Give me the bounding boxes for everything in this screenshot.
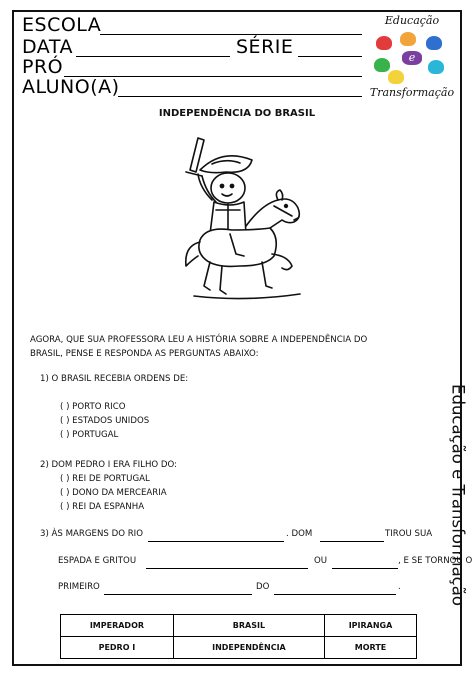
- q3-text-3: TIROU SUA: [385, 529, 433, 539]
- page-title: INDEPENDÊNCIA DO BRASIL: [158, 108, 316, 119]
- q2-option-1[interactable]: ( ) REI DE PORTUGAL: [60, 474, 150, 484]
- q3-blank-1[interactable]: [148, 541, 284, 542]
- q3-text-9: .: [398, 582, 401, 592]
- q3-text-5: OU: [314, 556, 328, 566]
- school-field[interactable]: [100, 34, 362, 35]
- student-field[interactable]: [118, 96, 362, 97]
- cyan-hand-icon: [428, 60, 444, 74]
- q3-blank-4[interactable]: [332, 568, 398, 569]
- q3-text-7: PRIMEIRO: [58, 582, 100, 592]
- word-bank-cell: PEDRO I: [61, 637, 174, 659]
- grade-label: SÉRIE: [236, 36, 294, 58]
- q3-blank-5[interactable]: [104, 594, 252, 595]
- date-label: DATA: [22, 36, 73, 58]
- word-bank-cell: INDEPENDÊNCIA: [173, 637, 324, 659]
- word-bank-cell: MORTE: [325, 637, 417, 659]
- word-bank-cell: IMPERADOR: [61, 615, 174, 637]
- orange-hand-icon: [400, 32, 416, 46]
- word-bank-table: [60, 614, 417, 659]
- grade-field[interactable]: [298, 56, 362, 57]
- green-hand-icon: [374, 58, 390, 72]
- school-label: ESCOLA: [22, 14, 102, 36]
- question-1-prompt: 1) O BRASIL RECEBIA ORDENS DE:: [40, 374, 189, 384]
- logo-top-text: Educação: [384, 14, 440, 27]
- q2-option-2[interactable]: ( ) DONO DA MERCEARIA: [60, 488, 167, 498]
- q3-blank-3[interactable]: [146, 568, 308, 569]
- q3-text-2: . DOM: [286, 529, 313, 539]
- student-label: ALUNO(A): [22, 76, 120, 98]
- question-2-prompt: 2) DOM PEDRO I ERA FILHO DO:: [40, 460, 178, 470]
- q1-option-2[interactable]: ( ) ESTADOS UNIDOS: [60, 416, 150, 426]
- word-bank-cell: BRASIL: [173, 615, 324, 637]
- logo-middle-text: e: [402, 51, 422, 65]
- red-hand-icon: [376, 36, 392, 50]
- q3-text-4: ESPADA E GRITOU: [58, 556, 137, 566]
- side-watermark-text: Educação e Transformação: [448, 384, 468, 606]
- q3-blank-2[interactable]: [320, 541, 384, 542]
- word-bank-cell: IPIRANGA: [325, 615, 417, 637]
- q3-text-6: , E SE TORNOU O: [398, 556, 473, 566]
- q2-option-3[interactable]: ( ) REI DA ESPANHA: [60, 502, 145, 512]
- date-field[interactable]: [76, 56, 230, 57]
- intro-line-2: BRASIL, PENSE E RESPONDA AS PERGUNTAS ABAIXO:: [30, 349, 259, 359]
- blue-hand-icon: [426, 36, 442, 50]
- q1-option-3[interactable]: ( ) PORTUGAL: [60, 430, 119, 440]
- teacher-label: PRÓ: [22, 56, 64, 78]
- intro-line-1: AGORA, QUE SUA PROFESSORA LEU A HISTÓRIA SOBRE A INDEPENDÊNCIA DO: [30, 335, 368, 345]
- dom-pedro-horse-illustration: [170, 130, 320, 305]
- word-bank-row: [61, 637, 417, 659]
- yellow-hand-icon: [388, 70, 404, 84]
- q3-text-8: DO: [256, 582, 270, 592]
- word-bank-row: [61, 615, 417, 637]
- logo: [366, 14, 458, 100]
- logo-bottom-text: Transformação: [369, 86, 455, 99]
- q1-option-1[interactable]: ( ) PORTO RICO: [60, 402, 126, 412]
- q3-text-1: 3) ÀS MARGENS DO RIO: [40, 529, 143, 539]
- q3-blank-6[interactable]: [274, 594, 396, 595]
